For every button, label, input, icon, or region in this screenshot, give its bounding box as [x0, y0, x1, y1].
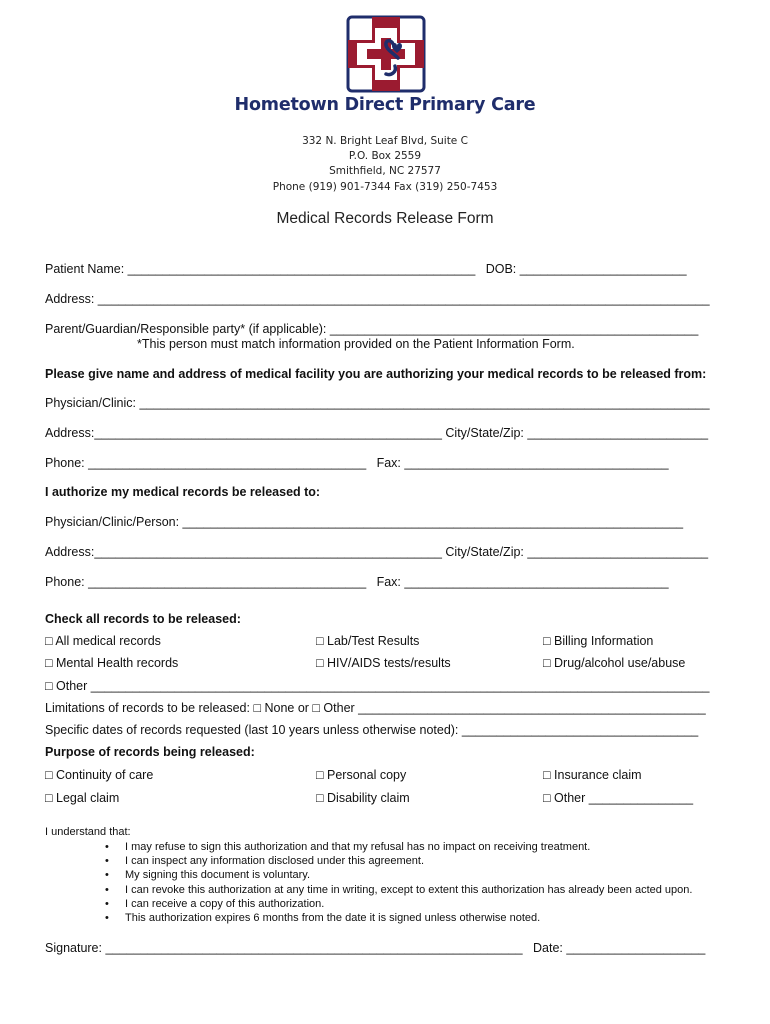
from-address-field[interactable]: Address:__________________________________________________ City/State/Zip: __________________________	[45, 426, 709, 440]
guardian-note: *This person must match information provided on the Patient Information Form.	[137, 337, 575, 351]
purpose-heading: Purpose of records being released:	[45, 745, 255, 759]
address-po-box: P.O. Box 2559	[348, 150, 422, 162]
checkbox-disability-claim[interactable]: □ Disability claim	[316, 791, 410, 805]
records-heading: Check all records to be released:	[45, 612, 241, 626]
limitations-field[interactable]: Limitations of records to be released: □ None or □ Other __________________________________________________	[45, 701, 706, 715]
checkbox-billing-information[interactable]: □ Billing Information	[543, 634, 654, 648]
checkbox-drug-alcohol[interactable]: □ Drug/alcohol use/abuse	[543, 656, 686, 670]
signature-date-field[interactable]: Signature: ____________________________________________________________ Date: ____________________	[45, 941, 706, 955]
checkbox-other-records[interactable]: □ Other _________________________________________________________________________________________	[45, 679, 710, 693]
checkbox-other-purpose[interactable]: □ Other _______________	[543, 791, 694, 805]
checkbox-mental-health-records[interactable]: □ Mental Health records	[45, 656, 179, 670]
checkbox-insurance-claim[interactable]: □ Insurance claim	[543, 768, 642, 782]
understand-item: • I can receive a copy of this authorization.	[105, 897, 692, 911]
address-phone-fax: Phone (919) 901-7344 Fax (319) 250-7453	[272, 181, 498, 193]
to-physician-field[interactable]: Physician/Clinic/Person: ________________________________________________________________________	[45, 515, 684, 529]
patient-address-field[interactable]: Address: ________________________________________________________________________________________	[45, 292, 710, 306]
checkbox-hiv-aids-tests[interactable]: □ HIV/AIDS tests/results	[316, 656, 451, 670]
release-from-heading: Please give name and address of medical facility you are authorizing your medical records to be released from:	[45, 367, 707, 381]
checkbox-continuity-of-care[interactable]: □ Continuity of care	[45, 768, 154, 782]
understand-item: • I may refuse to sign this authorization and that my refusal has no impact on receiving treatment.	[105, 840, 692, 854]
understand-item: • I can revoke this authorization at any time in writing, except to extent this authorization has already been acted upon.	[105, 883, 692, 897]
address-street: 332 N. Bright Leaf Blvd, Suite C	[302, 135, 468, 147]
checkbox-all-medical-records[interactable]: □ All medical records	[45, 634, 161, 648]
understand-item: • This authorization expires 6 months from the date it is signed unless otherwise noted.	[105, 911, 692, 925]
patient-name-dob-field[interactable]: Patient Name: __________________________________________________ DOB: ________________________	[45, 262, 687, 276]
understand-item: • I can inspect any information disclosed under this agreement.	[105, 854, 692, 868]
guardian-field[interactable]: Parent/Guardian/Responsible party* (if applicable): _____________________________________________________	[45, 322, 699, 336]
to-phone-fax-field[interactable]: Phone: ________________________________________ Fax: ______________________________________	[45, 575, 669, 589]
understand-list	[105, 840, 692, 925]
checkbox-lab-test-results[interactable]: □ Lab/Test Results	[316, 634, 420, 648]
address-city: Smithfield, NC 27577	[329, 165, 441, 177]
from-physician-field[interactable]: Physician/Clinic: __________________________________________________________________________________	[45, 396, 710, 410]
understand-item: • My signing this document is voluntary.	[105, 868, 692, 882]
understand-intro: I understand that:	[45, 826, 131, 838]
specific-dates-field[interactable]: Specific dates of records requested (last 10 years unless otherwise noted): __________________________________	[45, 723, 699, 737]
checkbox-legal-claim[interactable]: □ Legal claim	[45, 791, 120, 805]
from-phone-fax-field[interactable]: Phone: ________________________________________ Fax: ______________________________________	[45, 456, 669, 470]
clinic-name: Hometown Direct Primary Care	[234, 95, 536, 115]
release-to-heading: I authorize my medical records be released to:	[45, 485, 321, 499]
to-address-field[interactable]: Address:__________________________________________________ City/State/Zip: __________________________	[45, 545, 709, 559]
checkbox-personal-copy[interactable]: □ Personal copy	[316, 768, 407, 782]
form-title: Medical Records Release Form	[276, 210, 494, 227]
clinic-logo-icon	[345, 14, 427, 94]
